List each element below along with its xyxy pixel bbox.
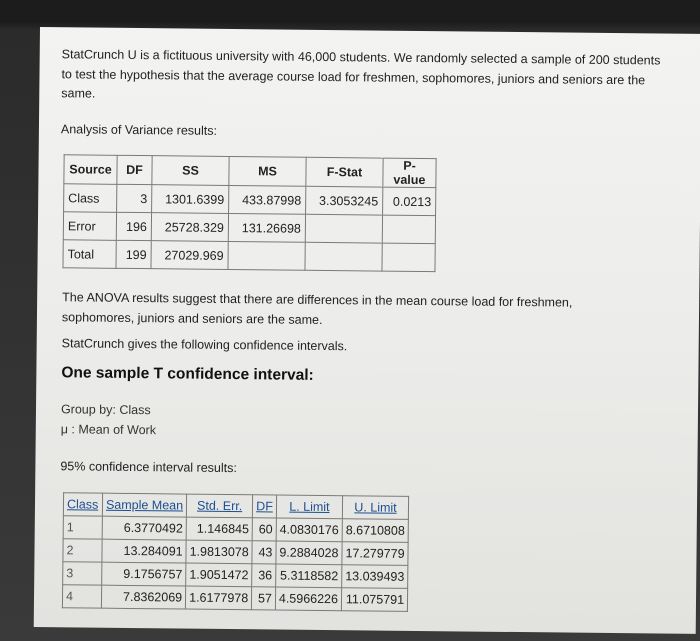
ci-cell: 36 bbox=[252, 564, 276, 587]
anova-conclusion: The ANOVA results suggest that there are differences in the mean course load for freshmen, sophomores, juniors and seniors are the same. bbox=[61, 290, 573, 327]
ci-cell: 43 bbox=[252, 541, 276, 564]
ci-cell: 3 bbox=[63, 562, 102, 585]
anova-cell: Class bbox=[64, 184, 117, 213]
ci-header-df[interactable]: DF bbox=[253, 495, 277, 518]
ci-cell: 9.2884028 bbox=[276, 541, 342, 565]
ci-cell: 2 bbox=[63, 539, 102, 562]
anova-cell: Total bbox=[63, 240, 116, 269]
anova-cell: 3.3053245 bbox=[306, 186, 383, 215]
ci-cell: 17.279779 bbox=[342, 542, 408, 566]
anova-label: Analysis of Variance results: bbox=[60, 122, 218, 138]
ci-cell: 1.9813078 bbox=[186, 540, 252, 564]
ci-row bbox=[62, 585, 407, 612]
ci-cell: 6.3770492 bbox=[102, 516, 186, 540]
ci-cell: 57 bbox=[252, 587, 276, 610]
ci-cell: 13.039493 bbox=[342, 565, 408, 589]
intro-paragraph: StatCrunch U is a fictituous university with 46,000 students. We randomly selected a sample of 200 students to test the hypothesis that the average course load for freshmen, sophomores, juniors and seniors are the same. bbox=[61, 47, 661, 101]
anova-header-df: DF bbox=[117, 155, 152, 184]
anova-cell: 433.87998 bbox=[229, 185, 306, 214]
anova-cell: Error bbox=[63, 212, 116, 241]
anova-cell: 3 bbox=[117, 184, 152, 212]
anova-header-row bbox=[64, 155, 436, 188]
anova-header-source: Source bbox=[64, 155, 117, 185]
ci-heading: One sample T confidence interval: bbox=[61, 364, 314, 384]
anova-cell: 1301.6399 bbox=[152, 185, 229, 214]
anova-cell: 131.26698 bbox=[228, 213, 305, 242]
anova-cell bbox=[305, 242, 382, 271]
ci-cell: 7.8362069 bbox=[101, 585, 185, 609]
ci-header-u-limit[interactable]: U. Limit bbox=[342, 496, 408, 520]
anova-cell: 0.0213 bbox=[383, 187, 436, 216]
anova-row-class bbox=[64, 184, 436, 216]
anova-cell: 199 bbox=[116, 240, 151, 268]
ci-label: 95% confidence interval results: bbox=[60, 459, 237, 476]
ci-header-std-err[interactable]: Std. Err. bbox=[187, 494, 253, 518]
ci-header-class[interactable]: Class bbox=[63, 493, 102, 516]
ci-cell: 9.1756757 bbox=[102, 562, 186, 586]
anova-cell bbox=[228, 241, 305, 270]
ci-cell: 8.6710808 bbox=[342, 519, 408, 543]
anova-cell bbox=[382, 243, 435, 272]
group-by-line: Group by: Class bbox=[60, 402, 151, 418]
anova-row-total bbox=[63, 240, 435, 272]
ci-cell: 4 bbox=[62, 585, 101, 608]
ci-table bbox=[62, 492, 409, 612]
ci-cell: 1 bbox=[63, 516, 102, 539]
anova-cell: 27029.969 bbox=[151, 241, 228, 270]
anova-header-fstat: F-Stat bbox=[306, 157, 383, 187]
worksheet-page bbox=[34, 27, 700, 634]
anova-header-pvalue: P-value bbox=[383, 158, 436, 188]
ci-cell: 13.284091 bbox=[102, 539, 186, 563]
anova-header-ms: MS bbox=[229, 156, 306, 186]
ci-cell: 4.5966226 bbox=[275, 587, 341, 611]
ci-cell: 5.3118582 bbox=[276, 564, 342, 588]
anova-header-ss: SS bbox=[152, 156, 229, 186]
anova-cell bbox=[305, 214, 382, 243]
ci-cell: 1.9051472 bbox=[186, 563, 252, 587]
anova-cell bbox=[382, 215, 435, 244]
ci-header-l-limit[interactable]: L. Limit bbox=[276, 495, 342, 519]
anova-table bbox=[62, 154, 436, 272]
ci-header-sample-mean[interactable]: Sample Mean bbox=[102, 493, 186, 517]
ci-cell: 1.6177978 bbox=[186, 586, 252, 610]
anova-row-error bbox=[63, 212, 435, 244]
ci-cell: 60 bbox=[252, 518, 276, 541]
ci-cell: 11.075791 bbox=[341, 588, 407, 612]
anova-cell: 25728.329 bbox=[151, 213, 228, 242]
mu-line: μ : Mean of Work bbox=[60, 421, 157, 437]
ci-cell: 4.0830176 bbox=[276, 518, 342, 542]
ci-grouping bbox=[61, 400, 157, 440]
ci-intro: StatCrunch gives the following confidence intervals. bbox=[61, 336, 348, 354]
ci-cell: 1.146845 bbox=[186, 517, 252, 541]
anova-cell: 196 bbox=[116, 212, 151, 240]
